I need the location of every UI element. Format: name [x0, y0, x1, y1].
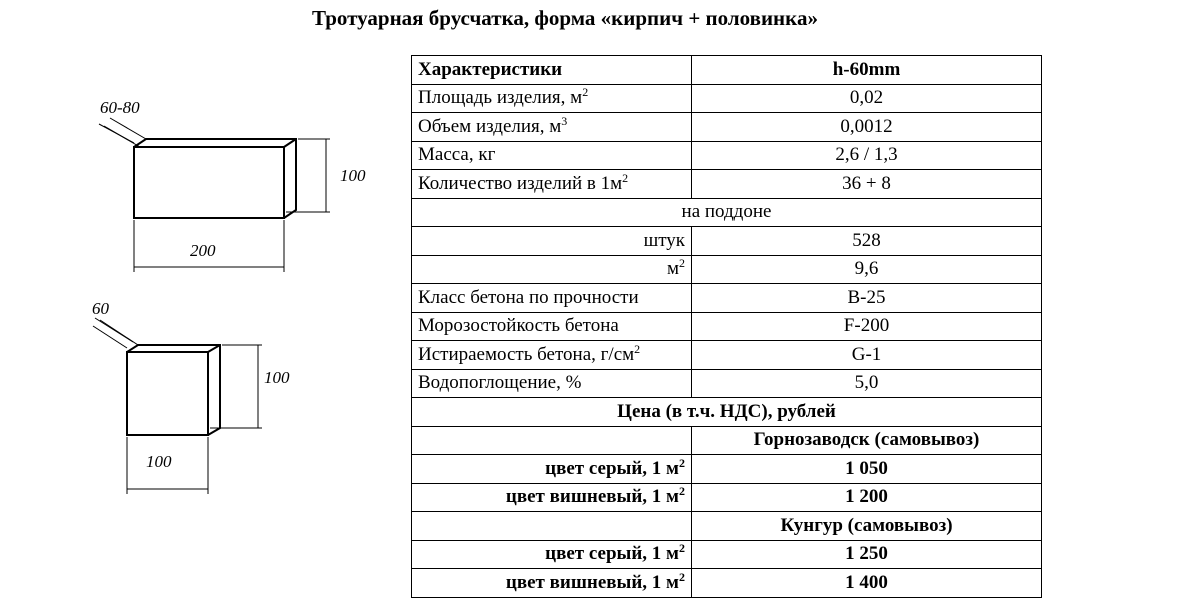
brick-half-width-label: 100 — [146, 452, 172, 471]
row-value: B-25 — [692, 284, 1042, 313]
row-value: 9,6 — [692, 255, 1042, 284]
table-row — [412, 141, 1042, 170]
row-label: цвет вишневый, 1 $м^2$ — [412, 483, 692, 512]
table-row — [412, 312, 1042, 341]
brick-half-depth-label: 60 — [92, 299, 109, 318]
price-value: 1 250 — [692, 540, 1042, 569]
price-value: 1 050 — [692, 455, 1042, 484]
table-row — [412, 455, 1042, 484]
brick-top-side — [134, 139, 296, 218]
row-value: 5,0 — [692, 369, 1042, 398]
table-row — [412, 84, 1042, 113]
table-row — [412, 540, 1042, 569]
location-header: Горнозаводск (самовывоз) — [692, 426, 1042, 455]
row-label: Количество изделий в $1м^2$ — [412, 170, 692, 199]
table-row — [412, 483, 1042, 512]
price-header: Цена (в т.ч. НДС), рублей — [412, 398, 1042, 427]
brick-full-depth-label: 60-80 — [100, 98, 140, 117]
table-row — [412, 56, 1042, 85]
row-value: 36 + 8 — [692, 170, 1042, 199]
table-row — [412, 341, 1042, 370]
brick-drawings — [0, 0, 400, 610]
row-label: цвет серый, 1 $м^2$ — [412, 455, 692, 484]
row-value: 0,0012 — [692, 113, 1042, 142]
row-label: Морозостойкость бетона — [412, 312, 692, 341]
specifications-table — [411, 55, 1042, 598]
table-row — [412, 227, 1042, 256]
row-value: G-1 — [692, 341, 1042, 370]
table-row — [412, 198, 1042, 227]
row-value: 0,02 — [692, 84, 1042, 113]
row-label: Площадь изделия, $м^2$ — [412, 84, 692, 113]
table-row — [412, 170, 1042, 199]
row-label: штук — [412, 227, 692, 256]
table-row — [412, 512, 1042, 541]
price-value: 1 200 — [692, 483, 1042, 512]
table-row — [412, 369, 1042, 398]
row-label: цвет вишневый, 1 $м^2$ — [412, 569, 692, 598]
row-value: 2,6 / 1,3 — [692, 141, 1042, 170]
brick-drawing-full — [134, 139, 296, 218]
table-row — [412, 284, 1042, 313]
row-label: Истираемость бетона, $г/см^2$ — [412, 341, 692, 370]
row-value: F-200 — [692, 312, 1042, 341]
row-label: цвет серый, 1 $м^2$ — [412, 540, 692, 569]
row-label: Класс бетона по прочности — [412, 284, 692, 313]
pallet-header: на поддоне — [412, 198, 1042, 227]
table-row — [412, 569, 1042, 598]
brick-half-height-label: 100 — [264, 368, 290, 387]
table-row — [412, 255, 1042, 284]
brick-full-width-label: 200 — [190, 241, 216, 260]
row-label: Масса, кг — [412, 141, 692, 170]
brick-drawing-half — [127, 345, 220, 435]
header-value: h-60mm — [692, 56, 1042, 85]
row-label: Водопоглощение, % — [412, 369, 692, 398]
brick-front-face — [134, 147, 284, 218]
table-row — [412, 426, 1042, 455]
page-title: Тротуарная брусчатка, форма «кирпич + половинка» — [312, 6, 818, 30]
table-row — [412, 113, 1042, 142]
price-value: 1 400 — [692, 569, 1042, 598]
brick-edge — [284, 139, 296, 147]
row-value: 528 — [692, 227, 1042, 256]
row-label: $м^2$ — [412, 255, 692, 284]
brick-full-height-label: 100 — [340, 166, 366, 185]
row-label: Объем изделия, $м^3$ — [412, 113, 692, 142]
table-row — [412, 398, 1042, 427]
half-brick-front-face — [127, 352, 208, 435]
half-brick-top-side — [127, 345, 220, 435]
location-header: Кунгур (самовывоз) — [692, 512, 1042, 541]
header-label: Характеристики — [412, 56, 692, 85]
